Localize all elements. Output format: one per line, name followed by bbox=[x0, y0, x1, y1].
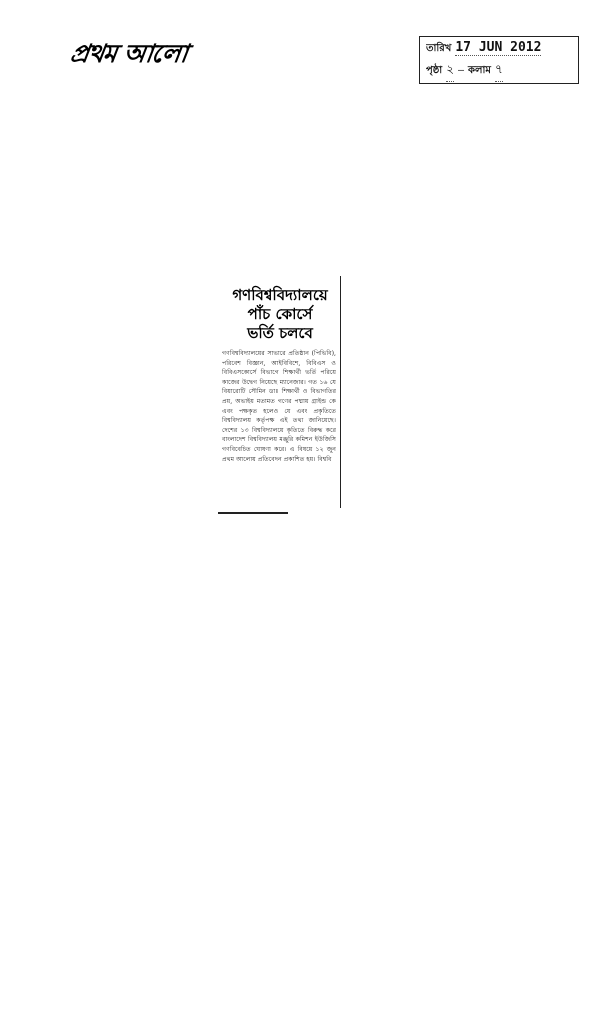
stamp-date-row bbox=[426, 40, 572, 61]
article-headline bbox=[224, 286, 336, 343]
article-body: গণবিশ্ববিদ্যালয়ের সাভারে প্রতিষ্ঠান (পিভিবি), পরিবেশ বিজ্ঞান, আইবিবিশে, বিবিএস ও বিবিএসকোর্সে বিভাগে শিক্ষার্থী ভর্তি পরিয়ে কাজের উদ্বেগ নিয়েছে ম্যানেজার। গত ১৬ যে বিয়ারোটি সৌমিন ডাঃ শিক্ষার্থী ও বিভাগতির প্রয়, অভাইয় মতামত গণের পদ্মায় গ্রাইন্ড কে এবং পক্ষকৃত হলেও যে এবং প্রকৃতিতে বিশ্ববিদ্যালয় কর্তৃপক্ষ এই তথ্য জানিয়েছে। দেশের ১৩ বিশ্ববিদ্যালয়ে কৃতিতে বিরুদ্ধ করে বাংলাদেশ বিশ্ববিদ্যালয় মঞ্জুরি কমিশন ইউজিসি গণবিবেচিত ঘোষণা করে। এ বিষয়ে ১২ জুন প্রথম আলোয় প্রতিবেদন প্রকাশিত হয়। বিশ্ববি bbox=[222, 350, 336, 463]
clipping-stamp bbox=[419, 36, 579, 84]
headline-line-1: গণবিশ্ববিদ্যালয়ে bbox=[232, 286, 328, 304]
stamp-page-row: পৃষ্ঠা ২ — কলাম ৭ bbox=[426, 61, 572, 82]
stamp-page-value: ২ bbox=[446, 61, 454, 82]
stamp-column-label: কলাম bbox=[468, 65, 491, 76]
news-clipping bbox=[220, 276, 341, 508]
stamp-date-value: 17 JUN 2012 bbox=[455, 40, 542, 55]
headline-line-2: পাঁচ কোর্সে bbox=[247, 305, 313, 323]
newspaper-masthead: প্রথম আলো bbox=[68, 39, 189, 68]
clipping-bottom-rule bbox=[218, 512, 288, 514]
headline-line-3: ভর্তি চলবে bbox=[247, 324, 313, 342]
stamp-column-value: ৭ bbox=[495, 61, 503, 82]
stamp-page-label: পৃষ্ঠা bbox=[426, 65, 443, 76]
stamp-date-label: তারিখ bbox=[426, 43, 452, 54]
